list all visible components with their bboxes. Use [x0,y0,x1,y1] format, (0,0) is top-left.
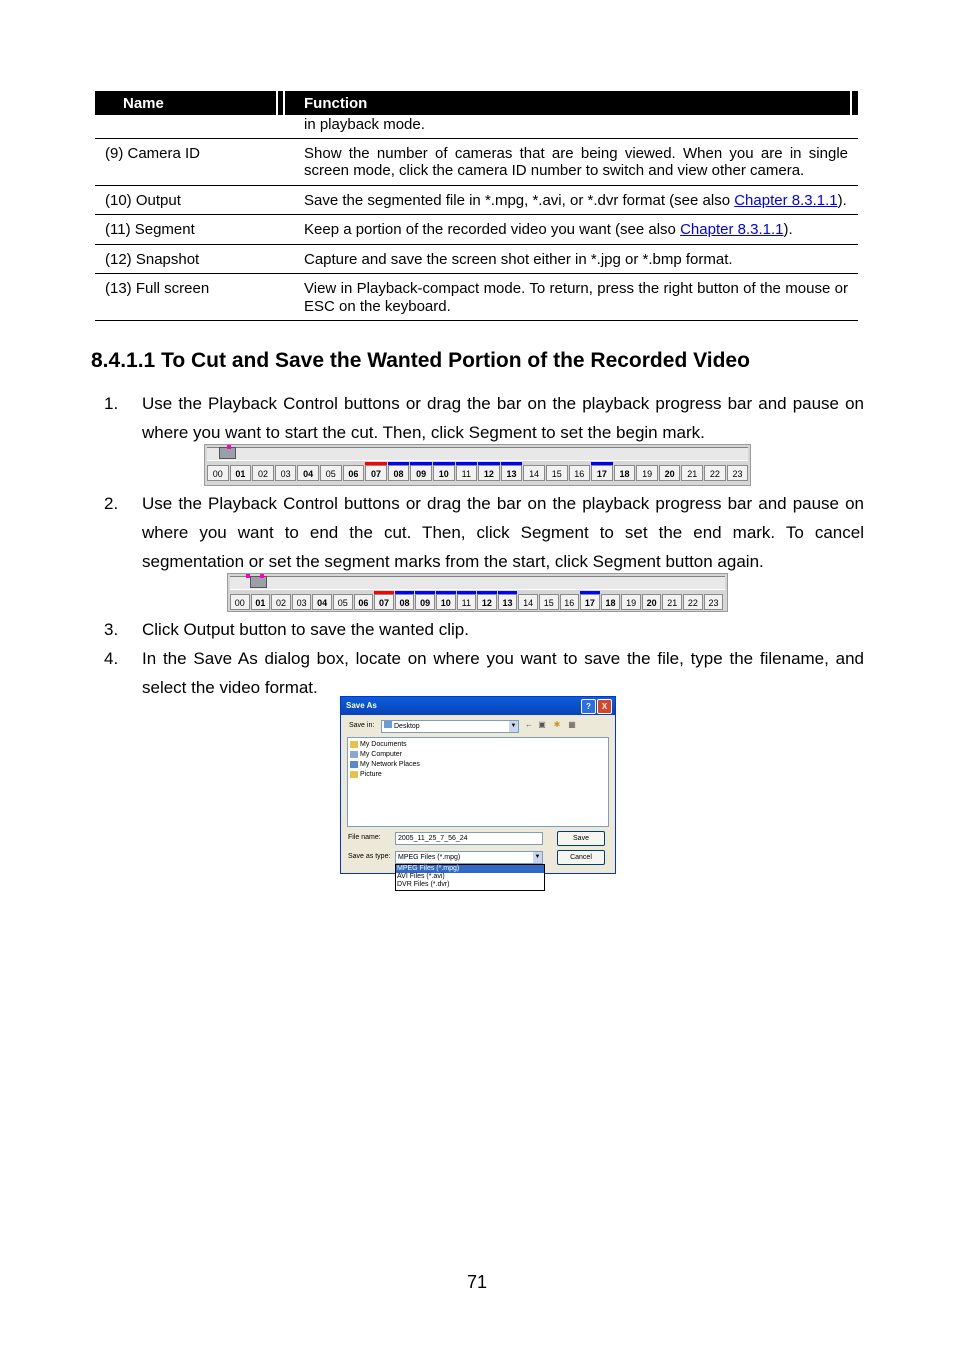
row-name: (11) Segment [105,221,195,238]
hour-label: 04 [317,598,328,608]
hour-button[interactable] [642,594,662,610]
hour-button[interactable] [271,594,291,610]
hour-label: 17 [584,598,595,608]
header-divider [276,91,278,115]
hour-button[interactable] [659,465,681,481]
file-name-input[interactable] [395,832,543,845]
step-item [104,489,864,576]
place-label: My Computer [360,751,403,758]
row-function: Show the number of cameras that are being viewed. When you are in single screen mode, click the camera ID number to switch and view other camera. [304,144,848,179]
computer-icon [350,751,358,758]
row-text: ). [837,191,847,209]
file-name-label: File name: [348,834,381,841]
recording-indicator [433,462,455,465]
hour-button[interactable] [539,594,559,610]
hour-label: 22 [687,598,698,608]
hour-button[interactable] [591,465,613,481]
step-text: Use the Playback Control buttons or drag the bar on the playback progress bar and pause on where you want to start the cut. Then, click Segment to set the begin mark. [142,394,864,442]
hour-label: 06 [348,469,359,479]
recording-indicator [456,462,478,465]
dropdown-option[interactable]: DVR Files (*.dvr) [397,881,450,888]
recording-indicator [415,591,435,594]
hour-button[interactable] [546,465,568,481]
hour-label: 09 [420,598,431,608]
dialog-title-bar[interactable] [341,697,615,715]
hour-label: 09 [416,469,427,479]
row-text: Save the segmented file in *.mpg, *.avi, or *.dvr format (see also [304,191,735,209]
close-button[interactable]: X [597,699,612,714]
hour-button[interactable] [292,594,312,610]
hour-button[interactable] [569,465,591,481]
recording-indicator [591,462,613,465]
function-table [95,91,858,321]
recording-indicator [580,591,600,594]
header-name: Name [123,95,164,112]
hour-button[interactable] [433,465,455,481]
hour-label: 17 [596,469,607,479]
new-folder-icon[interactable]: ✱ [553,720,561,729]
hour-button[interactable] [230,594,250,610]
dialog-title: Save As [346,701,377,710]
view-menu-icon[interactable]: ▦ [568,720,576,729]
recording-indicator [365,462,387,465]
recording-indicator [436,591,456,594]
hour-label: 21 [667,598,678,608]
hour-label: 02 [275,598,286,608]
hour-button[interactable] [704,594,724,610]
row-function [304,215,848,244]
hour-label: 18 [619,469,630,479]
hour-button[interactable] [727,465,749,481]
hour-label: 07 [378,598,389,608]
hour-label: 00 [212,469,223,479]
page-number: 71 [466,1272,488,1292]
hour-label: 10 [440,598,451,608]
segment-begin-mark [227,445,231,449]
save-button[interactable]: Save [557,831,605,846]
hour-button[interactable] [580,594,600,610]
hour-label: 03 [296,598,307,608]
recording-indicator [501,462,523,465]
save-in-label: Save in: [349,722,375,729]
row-function: in playback mode. [304,116,425,133]
hour-label: 14 [523,598,534,608]
section-title: To Cut and Save the Wanted Portion of the Recorded Video [161,349,750,372]
hour-button[interactable] [395,594,415,610]
hour-label: 16 [564,598,575,608]
recording-indicator [478,462,500,465]
progress-track[interactable] [230,576,725,590]
hour-label: 22 [709,469,720,479]
hour-label: 20 [664,469,675,479]
save-as-dialog [340,696,616,874]
recording-indicator [388,462,410,465]
row-function: Capture and save the screen shot either in *.jpg or *.bmp format. [304,250,733,268]
place-label: Picture [360,771,382,778]
list-item[interactable] [350,761,420,768]
table-row [95,215,858,245]
row-text: Keep a portion of the recorded video you want (see also [304,221,681,238]
hour-label: 01 [235,469,246,479]
hour-button[interactable] [457,594,477,610]
hour-button[interactable] [312,594,332,610]
dropdown-option[interactable]: AVI Files (*.avi) [397,873,445,880]
hour-button[interactable] [662,594,682,610]
list-item[interactable] [350,751,402,758]
hour-button[interactable] [501,465,523,481]
hour-buttons [207,465,749,481]
file-list[interactable] [347,737,609,827]
table-header [95,91,858,115]
hour-label: 15 [543,598,554,608]
hour-label: 23 [708,598,719,608]
row-name: (10) Output [105,191,181,209]
network-icon [350,761,358,768]
section-number: 8.4.1.1 [91,349,156,372]
hour-button[interactable] [354,594,374,610]
hour-label: 05 [325,469,336,479]
hour-label: 12 [481,598,492,608]
hour-label: 23 [732,469,743,479]
save-in-select[interactable] [381,720,519,733]
hour-button[interactable] [621,594,641,610]
hour-button[interactable] [333,594,353,610]
hour-label: 14 [529,469,540,479]
hour-button[interactable] [251,594,271,610]
recording-indicator [374,591,394,594]
hour-label: 03 [280,469,291,479]
hour-button[interactable] [388,465,410,481]
hour-button[interactable] [275,465,297,481]
hour-label: 16 [574,469,585,479]
hour-label: 18 [605,598,616,608]
hour-button[interactable] [297,465,319,481]
hour-button[interactable] [415,594,435,610]
row-function [304,186,848,215]
save-type-dropdown [395,864,545,891]
hour-button[interactable] [343,465,365,481]
table-row [95,139,858,186]
back-icon[interactable]: ← [525,720,533,729]
hour-button[interactable] [681,465,703,481]
row-name: (9) Camera ID [105,144,201,162]
hour-button[interactable] [601,594,621,610]
up-folder-icon[interactable]: ▣ [538,720,546,729]
hour-button[interactable] [477,594,497,610]
save-type-value: MPEG Files (*.mpg) [398,854,461,861]
table-row [95,115,858,139]
hour-label: 00 [234,598,245,608]
step-number: 4. [104,649,119,668]
hour-button[interactable] [636,465,658,481]
recording-indicator [498,591,518,594]
header-divider [850,91,852,115]
hour-button[interactable] [560,594,580,610]
timeline-bar-begin[interactable] [204,444,751,486]
hour-label: 01 [255,598,266,608]
hour-button[interactable] [436,594,456,610]
hour-button[interactable] [320,465,342,481]
row-name: (13) Full screen [105,280,210,297]
step-number: 1. [104,394,119,413]
row-name: (12) Snapshot [105,250,200,268]
hour-label: 06 [358,598,369,608]
row-text: ). [783,221,793,238]
hour-label: 15 [551,469,562,479]
timeline-bar-end[interactable] [227,573,728,612]
table-row [95,186,858,216]
chevron-down-icon: ▼ [509,721,518,732]
step-item [104,644,864,702]
hour-label: 19 [626,598,637,608]
cancel-button[interactable]: Cancel [557,850,605,865]
place-label: My Documents [360,741,407,748]
file-name-value: 2005_11_25_7_56_24 [398,835,468,842]
hour-label: 07 [370,469,381,479]
step-text: Use the Playback Control buttons or drag the bar on the playback progress bar and pause on where you want to end the cut. Then, click Segment to set the end mark. To cancel segmentation or set the segment marks from the start, click Segment button again. [142,494,864,571]
hour-label: 11 [461,598,471,608]
recording-indicator [457,591,477,594]
help-button[interactable]: ? [581,699,596,714]
hour-label: 13 [502,598,513,608]
dropdown-option[interactable]: MPEG Files (*.mpg) [396,865,544,873]
row-function: View in Playback-compact mode. To return, press the right button of the mouse or ESC on the keyboard. [304,280,848,315]
hour-label: 11 [461,469,471,479]
list-item[interactable] [350,741,407,748]
hour-button[interactable] [518,594,538,610]
chapter-link[interactable]: Chapter 8.3.1.1 [680,221,784,238]
hour-label: 05 [337,598,348,608]
hour-label: 04 [303,469,314,479]
hour-button[interactable] [523,465,545,481]
step-text: In the Save As dialog box, locate on where you want to save the file, type the filename, and select the video format. [142,649,864,697]
chevron-down-icon: ▼ [533,852,542,863]
hour-button[interactable] [704,465,726,481]
segment-begin-mark [246,574,250,578]
hour-buttons [230,594,724,610]
desktop-icon [384,721,392,728]
step-number: 3. [104,620,119,639]
recording-indicator [410,462,432,465]
hour-button[interactable] [410,465,432,481]
hour-button[interactable] [614,465,636,481]
hour-label: 13 [506,469,517,479]
save-in-value: Desktop [394,723,420,730]
hour-label: 10 [438,469,449,479]
step-number: 2. [104,494,119,513]
list-item[interactable] [350,771,382,778]
hour-button[interactable] [230,465,252,481]
hour-label: 20 [646,598,657,608]
folder-icon [350,771,358,778]
header-function: Function [304,95,368,112]
hour-button[interactable] [207,465,229,481]
table-row [95,274,858,321]
save-type-label: Save as type: [348,853,391,860]
segment-end-mark [260,574,264,578]
recording-indicator [477,591,497,594]
hour-button[interactable] [252,465,274,481]
hour-label: 12 [483,469,494,479]
hour-button[interactable] [374,594,394,610]
hour-label: 08 [399,598,410,608]
hour-label: 19 [642,469,653,479]
header-divider [283,91,285,115]
save-type-select[interactable] [395,851,543,864]
progress-track[interactable] [207,447,748,461]
hour-button[interactable] [365,465,387,481]
hour-label: 02 [257,469,268,479]
hour-button[interactable] [478,465,500,481]
folder-icon [350,741,358,748]
hour-button[interactable] [498,594,518,610]
hour-label: 08 [393,469,404,479]
step-item [104,389,864,447]
step-item [104,615,864,644]
progress-thumb[interactable] [250,576,267,588]
chapter-link[interactable]: Chapter 8.3.1.1 [734,191,838,209]
step-text: Click Output button to save the wanted clip. [142,620,469,639]
recording-indicator [395,591,415,594]
hour-button[interactable] [456,465,478,481]
hour-button[interactable] [683,594,703,610]
place-label: My Network Places [360,761,420,768]
table-row [95,245,858,275]
hour-label: 21 [687,469,698,479]
section-heading [91,349,750,373]
